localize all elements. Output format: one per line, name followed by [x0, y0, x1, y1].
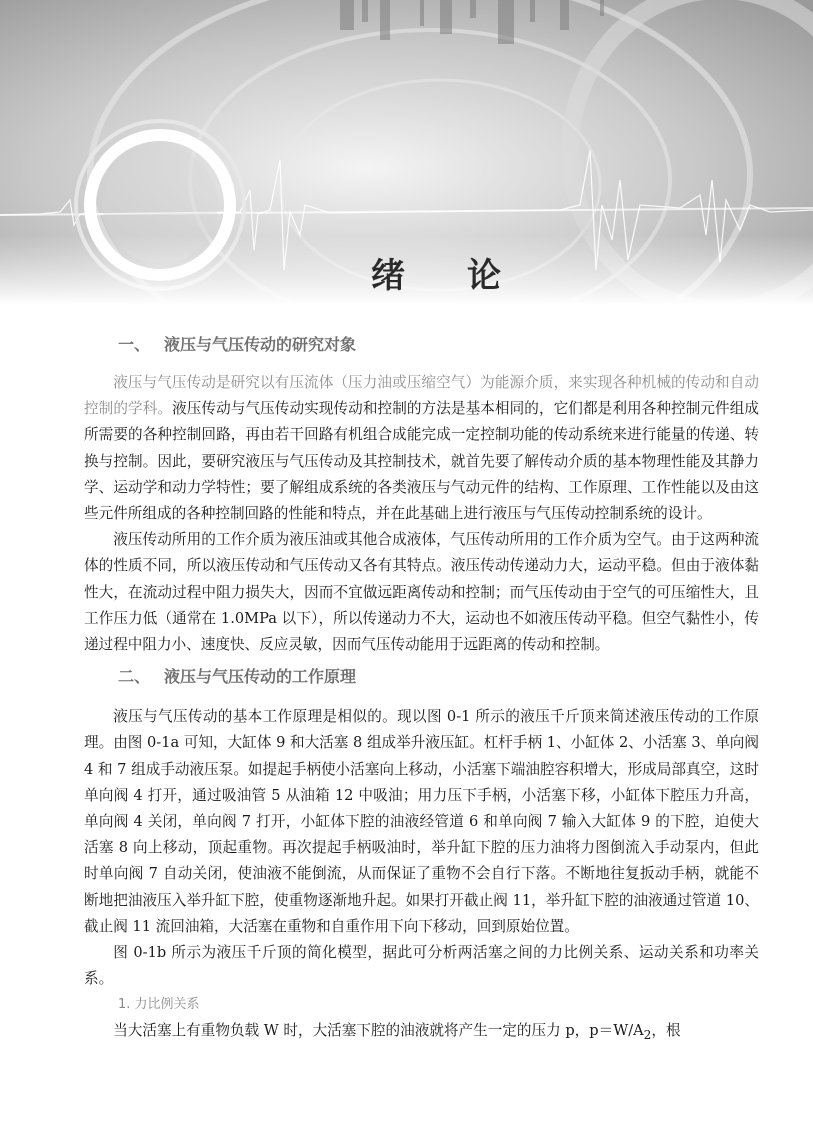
paragraph-text: 当大活塞上有重物负载 W 时，大活塞下腔的油液就将产生一定的压力 p，p＝W/A [113, 1022, 644, 1040]
section-number: 二、 [118, 667, 151, 687]
chapter-banner [0, 0, 813, 305]
paragraph [84, 1018, 759, 1048]
paragraph: 液压与气压传动的基本工作原理是相似的。现以图 0-1 所示的液压千斤顶来简述液压传动的工作原理。由图 0-1a 可知，大缸体 9 和大活塞 8 组成举升液压缸。杠杆手柄 1、小缸体 2、小活塞 3、单向阀 4 和 7 组成手动液压泵。如提起手柄使小活塞向上移动，小活塞下端油腔容积增大，形成局部真空，这时单向阀 4 打开，通过吸油管 5 从油箱 12 中吸油；用力压下手柄，小活塞下移，小缸体下腔压力升高，单向阀 4 关闭，单向阀 7 打开，小缸体下腔的油液经管道 6 和单向阀 7 输入大缸体 9 的下腔，迫使大活塞 8 向上移动，顶起重物。再次提起手柄吸油时，举升缸下腔的压力油将力图倒流入手动泵内，但此时单向阀 7 自动关闭，使油液不能倒流，从而保证了重物不会自行下落。不断地往复扳动手柄，就能不断地把油液压入举升缸下腔，使重物逐渐地升起。如果打开截止阀 11，举升缸下腔的油液通过管道 10、截止阀 11 流回油箱，大活塞在重物和自重作用下向下移动，回到原始位置。 [84, 708, 759, 935]
section-title: 液压与气压传动的研究对象 [164, 335, 357, 354]
paragraph: 图 0-1b 所示为液压千斤顶的简化模型，据此可分析两活塞之间的力比例关系、运动关系和功率关系。 [84, 944, 759, 988]
subscript: 2 [643, 1028, 652, 1043]
paragraph-text: 液压传动与气压传动实现传动和控制的方法是基本相同的，它们都是利用各种控制元件组成所需要的各种控制回路，再由若干回路有机组合成能完成一定控制功能的传动系统来进行能量的传递、转换与控制。因此，要研究液压与气压传动及其控制技术，就首先要了解传动介质的基本物理性能及其静力学、运动学和动力学特性；要了解组成系统的各类液压与气动元件的结构、工作原理、工作性能以及由这些元件所组成的各种控制回路的性能和特点，并在此基础上进行液压与气压传动控制系统的设计。 [84, 400, 759, 523]
paragraph [84, 370, 759, 527]
section-title: 液压与气压传动的工作原理 [164, 667, 357, 687]
section-heading-2 [118, 662, 759, 692]
chapter-title: 绪论 [371, 256, 563, 296]
section-number: 一、 [118, 335, 151, 354]
paragraph-text: 液压传动所用的工作介质为液压油或其他合成液体，气压传动所用的工作介质为空气。由于这两种流体的性质不同，所以液压传动和气压传动又各有其特点。液压传动传递动力大，运动平稳。但由于液体黏性大，在流动过程中阻力损失大，因而不宜做远距离传动和控制；而气压传动由于空气的可压缩性大，且工作压力低（通常在 1.0MPa 以下），所以传递动力不大，运动也不如液压传动平稳。但空气黏性小，传递过程中阻力小、速度快、反应灵敏，因而气压传动能用于远距离的传动和控制。 [84, 531, 759, 654]
section-heading-1 [118, 330, 759, 360]
paragraph-lead: 液压与气压传动是研究以有压流体（压力油或压缩空气）为能源介质，来实现各种机械的传动和自动控制的学科。 [84, 374, 759, 418]
subsection-heading: 1. 力比例关系 [118, 997, 200, 1013]
page-content [84, 330, 759, 1049]
paragraph [84, 527, 759, 658]
paragraph-tail: ，根 [651, 1022, 681, 1040]
